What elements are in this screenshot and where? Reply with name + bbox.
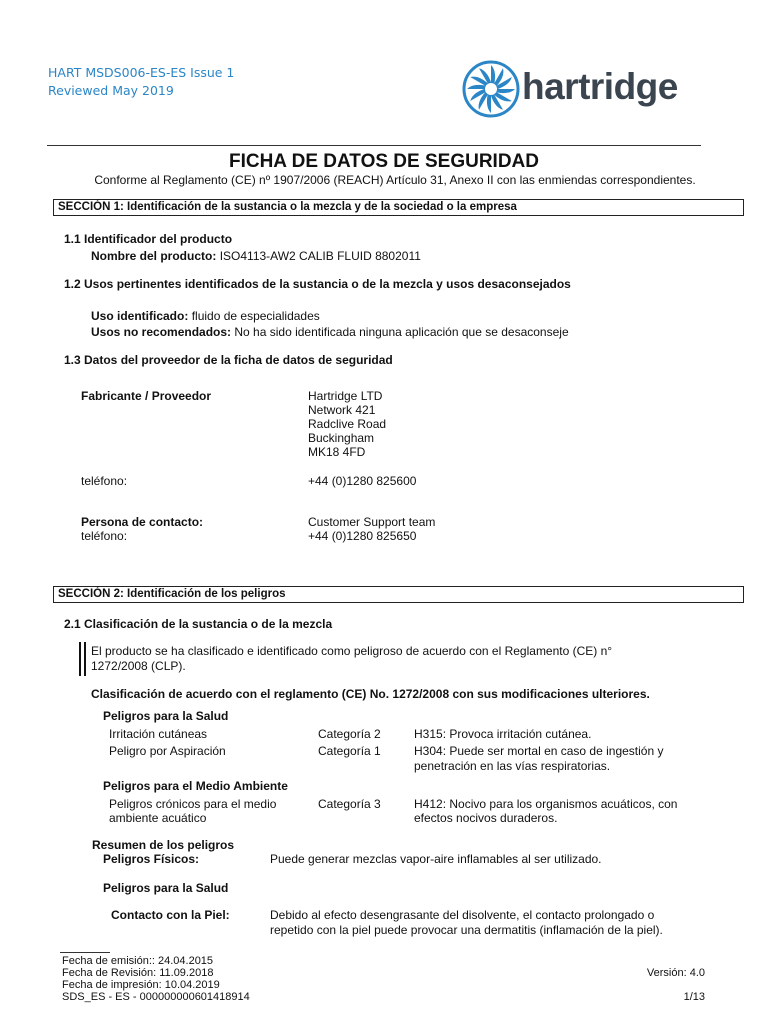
nouse-value: No ha sido identificada ninguna aplicación que se desaconseje	[234, 325, 569, 339]
hazard-statement	[414, 744, 663, 774]
contact-value: Customer Support team	[308, 515, 436, 529]
class-heading: Clasificación de acuerdo con el reglamento (CE) No. 1272/2008 con sus modificaciones ulteriores.	[91, 687, 650, 701]
section2-heading: SECCIÓN 2: Identificación de los peligros	[53, 586, 744, 603]
address-line: Hartridge LTD	[308, 389, 383, 403]
use-label: Uso identificado:	[91, 309, 189, 323]
statement-line: penetración en las vías respiratorias.	[414, 759, 611, 773]
revision-date: Fecha de Revisión: 11.09.2018	[62, 967, 214, 979]
address-line: Network 421	[308, 403, 376, 417]
hazard-name	[109, 797, 276, 825]
hazard-category: Categoría 3	[318, 797, 381, 811]
nouse-label: Usos no recomendados:	[91, 325, 232, 339]
issue-date: Fecha de emisión:: 24.04.2015	[62, 955, 214, 967]
name-line: ambiente acuático	[109, 811, 207, 825]
phone2-value: +44 (0)1280 825650	[308, 529, 417, 543]
phys-value: Puede generar mezclas vapor-aire inflamables al ser utilizado.	[270, 852, 602, 866]
address-line: Buckingham	[308, 431, 375, 445]
contact-label: Persona de contacto:	[81, 515, 204, 529]
s21-heading: 2.1 Clasificación de la sustancia o de la mezcla	[64, 617, 333, 631]
address-line: Radclive Road	[308, 417, 387, 431]
version: Versión: 4.0	[646, 967, 705, 979]
phone-value: +44 (0)1280 825600	[308, 474, 417, 488]
use-row	[91, 309, 320, 323]
page-number: 1/13	[683, 991, 705, 1003]
print-date: Fecha de impresión: 10.04.2019	[62, 979, 220, 991]
section1-heading: SECCIÓN 1: Identificación de la sustancia o la mezcla y de la sociedad o la empresa	[53, 199, 744, 216]
page-subtitle: Conforme al Reglamento (CE) nº 1907/2006 (REACH) Artículo 31, Anexo II con las enmiendas correspondientes.	[94, 173, 696, 187]
phone-label: teléfono:	[81, 474, 128, 488]
hazard-statement	[414, 797, 677, 825]
intro-line: 1272/2008 (CLP).	[91, 659, 186, 673]
product-label: Nombre del producto:	[91, 249, 217, 263]
logo-wordmark: hartridge	[522, 66, 678, 107]
skin-label: Contacto con la Piel:	[111, 908, 230, 922]
address-line: MK18 4FD	[308, 445, 366, 459]
phys-label: Peligros Físicos:	[103, 852, 200, 866]
page-title: FICHA DE DATOS DE SEGURIDAD	[228, 151, 539, 172]
hazard-name: Irritación cutáneas	[109, 727, 208, 741]
nouse-row	[91, 325, 569, 339]
footer-dates	[62, 955, 250, 1003]
s12-heading: 1.2 Usos pertinentes identificados de la sustancia o de la mezcla y usos desaconsejados	[64, 277, 571, 291]
header-divider	[47, 145, 701, 146]
turbine-logo-icon	[462, 60, 520, 118]
supplier-address	[308, 389, 386, 459]
s11-heading: 1.1 Identificador del producto	[64, 232, 233, 246]
env-heading: Peligros para el Medio Ambiente	[103, 779, 288, 793]
phone2-label: teléfono:	[81, 529, 128, 543]
statement-line: H304: Puede ser mortal en caso de ingestión y	[414, 744, 664, 758]
use-value: fluido de especialidades	[191, 309, 320, 323]
document-id: HART MSDS006-ES-ES Issue 1	[48, 65, 235, 80]
hazard-category: Categoría 1	[318, 744, 381, 758]
product-name-row	[91, 249, 421, 263]
company-logo	[462, 60, 712, 120]
skin-line: repetido con la piel puede provocar una dermatitis (inflamación de la piel).	[270, 923, 663, 937]
hazard-category: Categoría 2	[318, 727, 381, 741]
statement-line: efectos nocivos duraderos.	[414, 811, 558, 825]
skin-line: Debido al efecto desengrasante del disolvente, el contacto prolongado o	[270, 908, 655, 922]
statement-line: H412: Nocivo para los organismos acuáticos, con	[414, 797, 678, 811]
sds-number: SDS_ES - ES - 000000000601418914	[62, 991, 250, 1003]
hazard-statement: H315: Provoca irritación cutánea.	[414, 727, 592, 741]
product-value: ISO4113-AW2 CALIB FLUID 8802011	[219, 249, 421, 263]
skin-value	[270, 908, 663, 938]
health2-heading: Peligros para la Salud	[103, 881, 229, 895]
revision-bar	[79, 642, 81, 676]
review-date: Reviewed May 2019	[48, 83, 174, 98]
name-line: Peligros crónicos para el medio	[109, 797, 277, 811]
health-heading: Peligros para la Salud	[103, 709, 229, 723]
summary-heading: Resumen de los peligros	[92, 838, 235, 852]
supplier-label: Fabricante / Proveedor	[81, 389, 212, 403]
footer-divider	[60, 952, 110, 953]
s13-heading: 1.3 Datos del proveedor de la ficha de datos de seguridad	[64, 353, 393, 367]
revision-bar	[84, 642, 86, 676]
classification-intro	[91, 644, 612, 674]
intro-line: El producto se ha clasificado e identificado como peligroso de acuerdo con el Reglamento (CE) n°	[91, 644, 613, 658]
hazard-name: Peligro por Aspiración	[109, 744, 226, 758]
